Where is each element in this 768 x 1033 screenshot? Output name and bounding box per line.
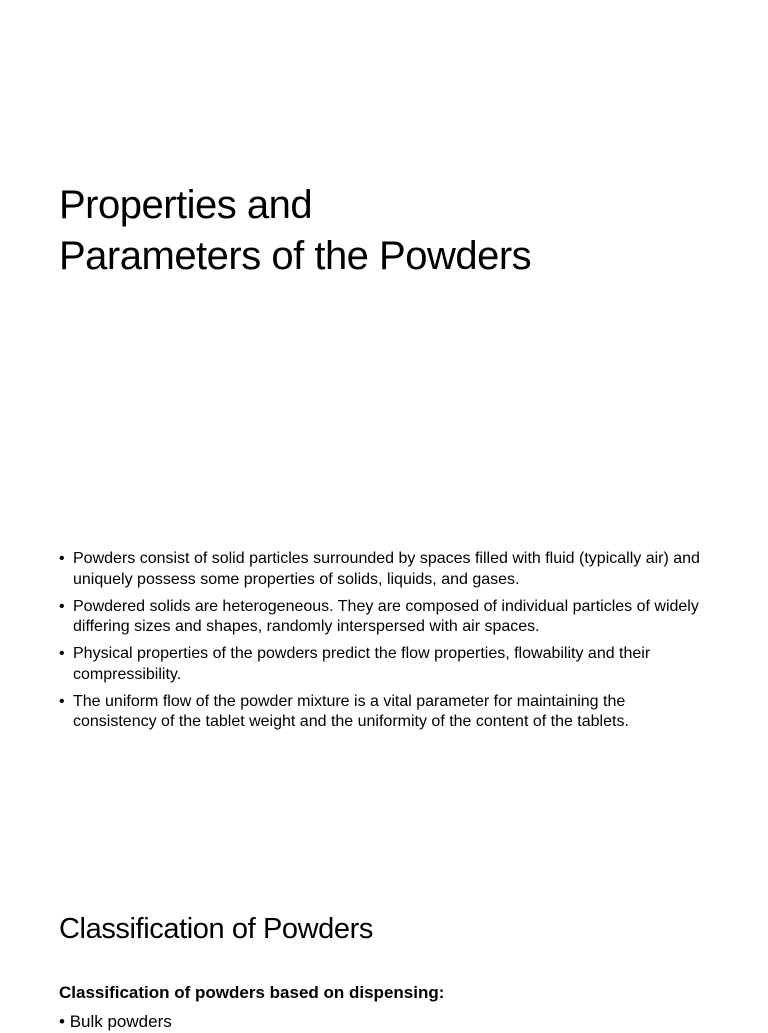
slide-title-line-1: Properties and: [59, 183, 313, 227]
bullet-list: [59, 549, 709, 739]
slide-title-line-2: Parameters of the Powders: [59, 234, 532, 278]
bullet-item: • Powdered solids are heterogeneous. They are composed of individual particles of widely differing sizes and shapes, randomly interspersed with air spaces.: [59, 597, 709, 638]
bullet-item: • Powders consist of solid particles surrounded by spaces filled with fluid (typically air) and uniquely possess some properties of solids, liquids, and gases.: [59, 549, 709, 590]
bullet-item: • Physical properties of the powders predict the flow properties, flowability and their compressibility.: [59, 644, 709, 685]
section-title: Classification of Powders: [59, 913, 373, 945]
classification-list: [59, 1011, 172, 1033]
slide-title: [59, 180, 739, 282]
classification-item: • Bulk powders: [59, 1011, 172, 1033]
section-subheading: Classification of powders based on dispensing:: [59, 983, 445, 1002]
bullet-item: • The uniform flow of the powder mixture is a vital parameter for maintaining the consistency of the tablet weight and the uniformity of the content of the tablets.: [59, 692, 709, 733]
